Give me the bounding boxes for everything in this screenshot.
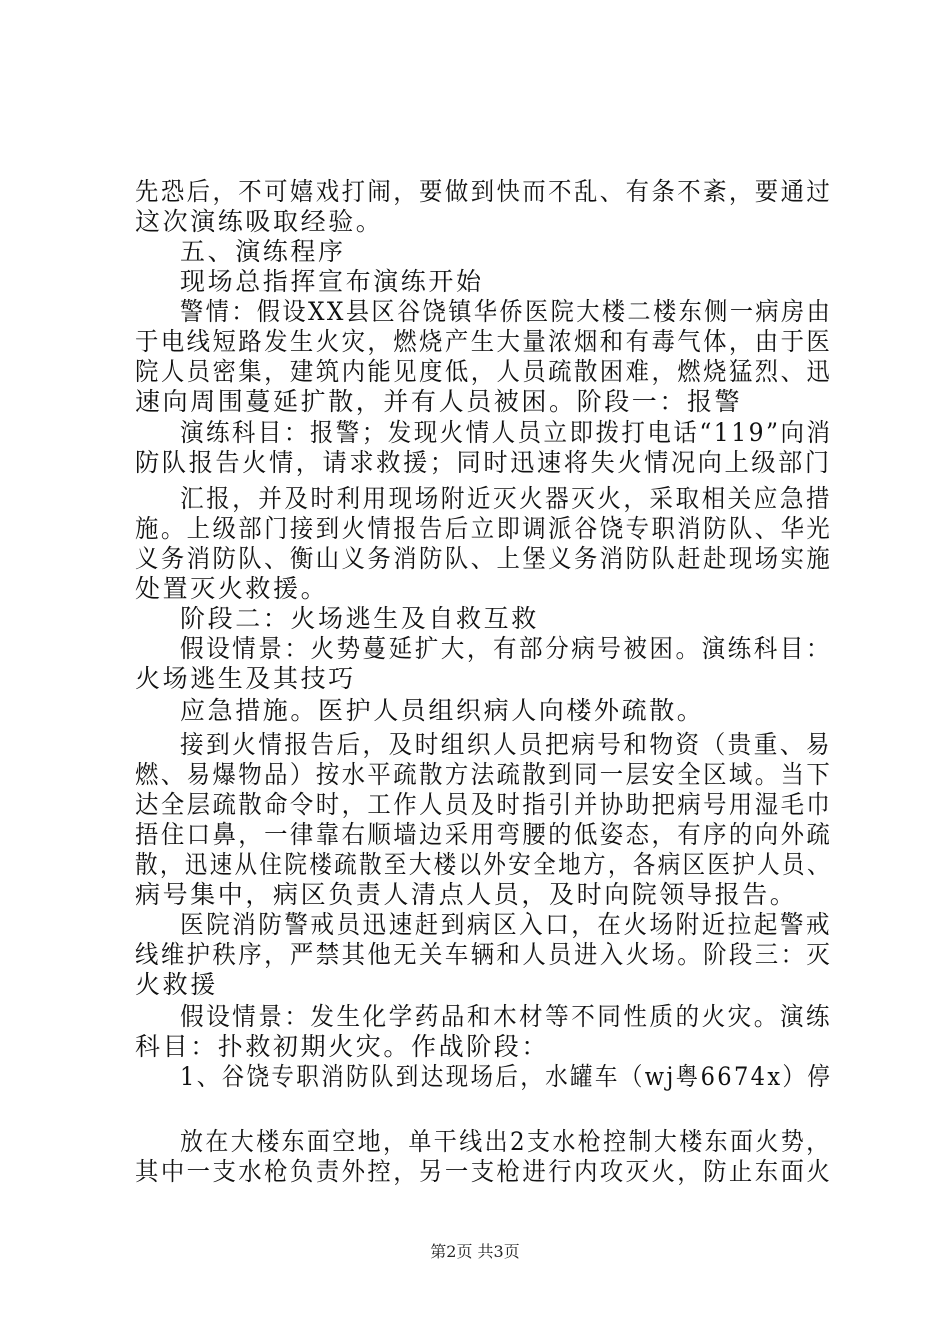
text-line: 演练科目：报警；发现火情人员立即拨打电话“119”向消 (180, 418, 833, 447)
text-line: 于电线短路发生火灾，燃烧产生大量浓烟和有毒气体，由于医 (135, 327, 833, 356)
page-number-footer: 第2页 共3页 (430, 1242, 520, 1261)
section-heading: 阶段二：火场逃生及自救互救 (180, 604, 539, 633)
text-line: 现场总指挥宣布演练开始 (180, 267, 484, 296)
text-line: 捂住口鼻，一律靠右顺墙边采用弯腰的低姿态，有序的向外疏 (135, 820, 833, 849)
text-line: 放在大楼东面空地，单干线出2支水枪控制大楼东面火势， (180, 1127, 832, 1156)
text-line: 医院消防警戒员迅速赶到病区入口，在火场附近拉起警戒 (180, 910, 832, 939)
text-line: 这次演练吸取经验。 (135, 207, 384, 236)
text-line: 先恐后，不可嬉戏打闹，要做到快而不乱、有条不紊，要通过 (135, 177, 833, 206)
text-line: 应急措施。医护人员组织病人向楼外疏散。 (180, 696, 705, 725)
text-line: 火场逃生及其技巧 (135, 664, 356, 693)
text-line: 警情：假设XX县区谷饶镇华侨医院大楼二楼东侧一病房由 (180, 297, 833, 326)
text-line: 达全层疏散命令时，工作人员及时指引并协助把病号用湿毛巾 (135, 790, 833, 819)
text-line: 病号集中，病区负责人清点人员，及时向院领导报告。 (135, 880, 798, 909)
section-heading: 五、演练程序 (180, 237, 346, 266)
text-line: 其中一支水枪负责外控，另一支枪进行内攻灭火，防止东面火 (135, 1157, 833, 1186)
text-line: 1、谷饶专职消防队到达现场后，水罐车（wj粤6674x）停 (180, 1062, 833, 1091)
text-line: 防队报告火情，请求救援；同时迅速将失火情况向上级部门 (135, 448, 832, 477)
text-line: 火救援 (135, 970, 218, 999)
text-line: 接到火情报告后，及时组织人员把病号和物资（贵重、易 (180, 730, 832, 759)
text-line: 假设情景：发生化学药品和木材等不同性质的火灾。演练 (180, 1002, 832, 1031)
text-line: 院人员密集，建筑内能见度低，人员疏散困难，燃烧猛烈、迅 (135, 357, 833, 386)
text-line: 汇报，并及时利用现场附近灭火器灭火，采取相关应急措 (180, 484, 832, 513)
text-line: 义务消防队、衡山义务消防队、上堡义务消防队赶赴现场实施 (135, 544, 833, 573)
text-line: 散，迅速从住院楼疏散至大楼以外安全地方，各病区医护人员、 (135, 850, 832, 879)
text-line: 速向周围蔓延扩散，并有人员被困。阶段一：报警 (135, 387, 743, 416)
text-line: 燃、易爆物品）按水平疏散方法疏散到同一层安全区域。当下 (135, 760, 833, 789)
text-line: 施。上级部门接到火情报告后立即调派谷饶专职消防队、华光 (135, 514, 833, 543)
text-line: 科目：扑救初期火灾。作战阶段： (135, 1032, 550, 1061)
text-line: 线维护秩序，严禁其他无关车辆和人员进入火场。阶段三：灭 (135, 940, 833, 969)
text-line: 处置灭火救援。 (135, 574, 329, 603)
text-line: 假设情景：火势蔓延扩大，有部分病号被困。演练科目： (180, 634, 832, 663)
